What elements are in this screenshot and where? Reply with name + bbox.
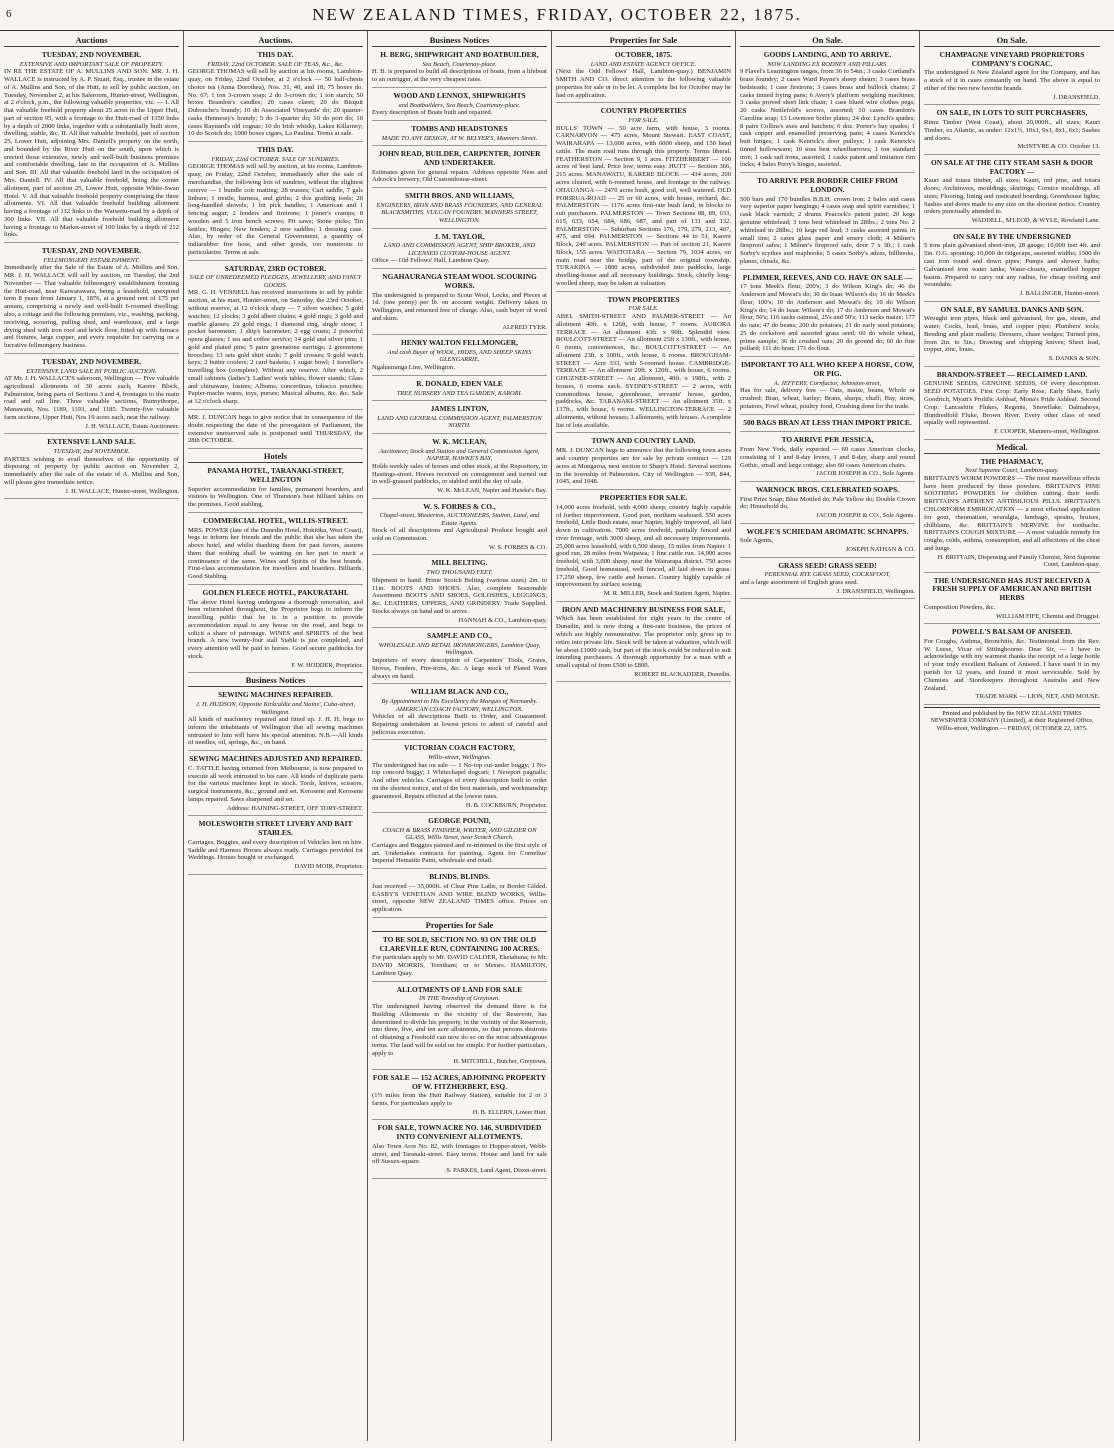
advertisement: [188, 263, 363, 410]
ad-heading: TOWN PROPERTIES: [607, 294, 680, 304]
ad-heading: SMITH BROS. AND WILLIAMS,: [405, 191, 514, 201]
ad-body: The undersigned is prepared to Scour Wool, Locks, and Pieces at 1d. (one penny) per lb. on account weight. Delivery taken in Wellington, and returned free of charge. Also, cash buyer of wool and skins.: [372, 291, 547, 322]
ad-subheading: LAND AND COMMISSION AGENT, SHIP BROKER, AND LICENSED CUSTOM-HOUSE AGENT.: [383, 242, 536, 257]
ad-heading: GOLDEN FLEECE HOTEL, PAKURATAHI.: [202, 587, 349, 597]
ad-heading: VICTORIAN COACH FACTORY,: [404, 743, 515, 753]
ad-body: Rimu Timber (West Coast), about 20,000ft., all sizes; Kauri Timber, ex Atlantic, as under: 12x1½, 10x1, 9x1, 8x1, 6x1; Sashes and doors.: [924, 119, 1100, 142]
ad-subheading: ENGINEERS, IRON AND BRASS FOUNDERS, AND GENERAL BLACKSMITHS. VULCAN FOUNDRY, MANNERS STREET, WELLINGTON.: [376, 201, 543, 224]
ad-signature: H. BRITTAIN, Dispensing and Family Chemist, Next Supreme Court, Lambton-quay.: [937, 553, 1100, 569]
ad-body: AT Mr. J. H. WALLACE'S saleroom, Wellington — Five valuable agricultural allotments of 30 acres each, Karere Block, Palmerston, being parts of Sections 3 and 4, frontages to the main road and rail line. Three valuable sections, Bunnythorpe, Manawatu, Nos. 1189, 1193, and 1185. Twenty-five valuable farm sections, Upper Hutt, Nos 19 acres each, near the railway.: [4, 375, 179, 421]
advertisement: [372, 378, 547, 401]
ad-body: MR. G. H. VENNELL has received instructions to sell by public auction, at his mart, Hunter-street, on Saturday, the 23rd October, without reserve, at 12 o'clock sharp — 7 silver watches; 5 gold watches; 12 clocks; 3 gold albert chains; 4 gold rings; 3 gold and marble glasses; 23 gold rings; 1 diamond ring, single stone; 1 pocket barometer; 1 ship's barometer; 2 egg cruets; 2 powerful opera glasses; 1 tea and coffee service; 14 gold and silver pins; 1 gold and plated pins; 5 pairs greenstone earrings; 2 greenstone brooches; 13 sets gold shirt studs; 7 gold crosses; 9 gold watch keys; 2 butter coolers; 2 card baskets; 1 sugar bowl; 1 traveller's travelling box (complete). Without any reserve. After which, 2 small cabinets (ladies'); Ladies' work tables, flower stands; Glass and chinaware, lustres; Albums, concertinas, tobacco pouches; Papier-mache wares, toys, purses; Musical albums, &c. &c. Sale at 12 o'clock sharp.: [188, 289, 363, 406]
ad-heading: TUESDAY, 2ND NOVEMBER.: [41, 246, 142, 256]
advertisement: [924, 49, 1100, 105]
column: [736, 31, 920, 1441]
advertisement: [740, 434, 915, 482]
ad-heading: PANAMA HOTEL, TARANAKI-STREET, WELLINGTON: [207, 466, 344, 484]
ad-heading: TOMBS AND HEADSTONES: [411, 123, 508, 133]
advertisement: [4, 245, 179, 354]
ad-subheading: WHOLESALE AND RETAIL IRONMONGERS, Lambton Quay, Wellington.: [378, 641, 541, 657]
advertisement: [740, 359, 915, 414]
column: [368, 31, 552, 1441]
ad-heading: ON SALE BY THE UNDERSIGNED: [953, 231, 1071, 241]
advertisement: [4, 49, 179, 243]
ad-subheading: A. JEFFERY, Cornfactor, Johnston-street,: [773, 379, 882, 387]
ad-heading: WOLFE'S SCHIEDAM AROMATIC SCHNAPPS.: [746, 526, 909, 536]
ad-subheading: EXTENSIVE AND IMPORTANT SALE OF PROPERTY.: [19, 60, 164, 68]
ad-subheading: LAND AND GENERAL COMMISSION AGENT, PALMERSTON NORTH.: [377, 414, 542, 430]
ad-heading: ON SALE AT THE CITY STEAM SASH & DOOR FACTORY —: [931, 157, 1093, 176]
column: [0, 31, 184, 1441]
ad-body: Holds weekly sales of horses and other stock, at the Repository, in Hastings-street. Horses received on consignment and turned out in well-grassed paddocks, or stabled until the day of sale.: [372, 462, 547, 486]
ad-signature: J. H. WALLACE, Hunter-street, Wellington.: [65, 487, 179, 495]
ad-heading: ON SALE, IN LOTS TO SUIT PURCHASERS,: [936, 108, 1088, 118]
ad-signature: S. DANKS & SON.: [1048, 355, 1100, 363]
section-heading: Business Notices: [372, 35, 547, 47]
ad-body: 5 tons plain galvanised sheet-iron, 28 gauge; 10,000 feet 4ft. and 5in. O.G. spouting; 10,000 do ridgecaps, assorted widths; 1500 do cast iron round and down pipes; Pumps and shower baths; Galvanised iron water tanks; Water-closets, enamelled hopper basins. Prepared to carry out any radius, for cheap roofing and verandahs.: [924, 242, 1100, 289]
ad-heading: MOLESWORTH STREET LIVERY AND BAIT STABLES.: [198, 819, 353, 838]
advertisement: [372, 271, 547, 335]
ad-heading: R. DONALD, EDEN VALE: [416, 378, 503, 388]
section-heading: Auctions.: [188, 35, 363, 47]
advertisement: [924, 369, 1100, 440]
ad-body: MRS. POWER (late of the Dunedin Hotel, Hokitika, West Coast), begs to inform her friends and the public that she has taken the above hotel, and whilst thanking them for past favors, assures them that nothing shall be wanting on her part to merit a continuance of the same. Wines and Spirits of the best brands. First-class accommodation for travellers and boarders. Billiards. Good Stabling.: [188, 526, 363, 581]
ad-signature: WILLIAM FIFE, Chemist and Druggist.: [995, 612, 1100, 620]
ad-body: (Next the Odd Fellows' Hall, Lambton-quay.) BENJAMIN SMITH AND CO. direct attention to the following valuable properties for sale or to be let. A complete list for October may be had on application.: [556, 68, 731, 99]
section-heading: On Sale.: [740, 35, 915, 47]
section-heading: On Sale.: [924, 35, 1100, 47]
ad-body: BRITTAIN'S WORM POWDERS — The most marvellous effects have been produced by these powders. BRITTAIN'S PINE SOOTHING POWDERS for children cutting their teeth. BRITTAIN'S APERIENT ANTIBILIOUS PILLS. BRITTAIN'S CHLORFORM EMBROCATION — a most effectual application for gout, rheumatism, neuralgia, lumbago, sprains, bruises, chilblains, &c. BRITTAIN'S NERVINE for toothache. BRITTAIN'S COUGH MIXTURE — A most valuable remedy for coughs, colds, asthma, consumption, and all affections of the chest and lungs.: [924, 474, 1100, 552]
ad-subheading: LAND AND ESTATE AGENCY OFFICE.: [590, 60, 697, 68]
ad-body: The above Hotel having undergone a thorough renovation, and been refurnished throughout, the Proprietor begs to inform the travelling public that he is in a position to provide accommodation equal to any house on the road, and begs to solicit a share of patronage. WINES and SPIRITS of the best brands. A new twenty-four stall Stable is just completed, and every attention will be paid to horses. Good secure paddocks for stock.: [188, 598, 363, 660]
ad-heading: SEWING MACHINES ADJUSTED AND REPAIRED.: [189, 754, 362, 764]
ad-signature: J. H. WALLACE, Estate Auctioneer.: [85, 422, 179, 430]
advertisement: [372, 403, 547, 434]
section-heading: Properties for Sale: [372, 920, 547, 932]
ad-body: Vehicles of all descriptions Built to Order, and Guaranteed. Repairing undertaken at lowest prices to admit of careful and judicious execution.: [372, 713, 547, 736]
advertisement: [740, 526, 915, 558]
advertisement: [372, 871, 547, 918]
advertisement: [556, 49, 731, 103]
ad-heading: BLINDS. BLINDS.: [429, 872, 490, 882]
advertisement: [556, 604, 731, 683]
advertisement: [924, 575, 1100, 625]
ad-signature: JACOB JOSEPH & CO., Sole Agents.: [816, 512, 915, 520]
advertisement: [924, 231, 1100, 302]
ad-signature: H. B. COCKBURN, Proprietor.: [465, 801, 547, 809]
ad-heading: H. BERG, SHIPWRIGHT AND BOATBUILDER,: [380, 50, 539, 60]
ad-body: Ngahauranga Line, Wellington.: [372, 364, 455, 372]
ad-body: Also Town Acre No. 82, with frontages to Hopper-street, Webb-street, and Taranaki-street. Easy terms. House and land for sale off Sussex-square.: [372, 1142, 547, 1166]
advertisement: [924, 157, 1100, 229]
ad-heading: THIS DAY.: [257, 50, 294, 60]
ad-heading: HENRY WALTON FELLMONGER,: [401, 338, 518, 348]
ad-subheading: FRIDAY, 22nd OCTOBER. SALE OF SUNDRIES.: [211, 155, 340, 163]
imprint-footer: Printed and published by the NEW ZEALAND TIMES NEWSPAPER COMPANY (Limited), at their Registered Office, Willis-street, Wellington — FRIDAY, OCTOBER 22, 1875.: [924, 707, 1100, 732]
ad-body: GEORGE THOMAS will sell by auction, at his rooms, Lambton-quay, on Friday, 22nd October, immediately after the sale of merchandise, the following lots of sundries, without the slightest reserve — 1 bundle coir matting; 28 trusses; Cart saddle, 7 gals linburs; 1 trestle, harness, and girths; 2 doz grafting tools; 20 long-handled shovels; 1 bit pick handles; 1 American and 1 fencing augur; 2 fenders and fireirons; 1 joiner's cramps; 8 wooden and 5 iron bench screws; Pit saws; Stone picks; Tin kettles; Hinges; New fenders; 2 new saddles; 1 dressing case. Also, by order of the General Government, a quantity of indiarubber fire hose, and other goods, too numerous to particularize. Terms at sale.: [188, 163, 363, 256]
ad-signature: S. PARKES, Land Agent, Dixon-street.: [446, 1167, 547, 1175]
advertisement: [372, 630, 547, 684]
ad-signature: JACOB JOSEPH & CO., Sole Agents.: [816, 470, 915, 478]
ad-body: Kauri and totara timber, all sizes; Kauri, red pine, and totara doors; Architraves, mouldings, skirtings; Cornice mouldings, all sizes; Flooring, lining and rusticated boarding; Greenhouse lights; Sashes and doors made to any size on the shortest notice. Country orders punctually attended to.: [924, 177, 1100, 216]
ad-signature: F. W. HODDER, Proprietor.: [291, 661, 363, 669]
advertisement: [740, 49, 915, 173]
ad-body: Importers of every description of Carpenters' Tools, Grates, Stoves, Fenders, Fire-irons, &c. A large stock of Plated Ware always on hand.: [372, 656, 547, 680]
advertisement: [924, 456, 1100, 573]
ad-heading: PLIMMER, REEVES, AND CO. HAVE ON SALE —: [742, 272, 913, 282]
ad-heading: THIS DAY.: [257, 145, 294, 155]
ad-body: 14,000 acres freehold, with 4,000 sheep; country highly capable of further improvement. Good port, northern seaboard. 550 acres freehold, Little Bush estate, near Napier, highly improved, all laid down in cultivation. 7000 acres freehold, partially fenced and river frontage, with 3000 sheep, and all necessary improvements. 25,000 acres leasehold, with 6,500 sheep, 15 miles from Napier. 1 good run, 28 miles from Waipawa; 1 fine cattle run. 14,000 acres freehold, with 3,000 sheep, near the Wairarapa district. 750 acres freehold, Good homestead, well fenced, all laid down in grass. 17,250 sheep, few cattle and horses. Country highly capable of improvement by surface sowing.: [556, 503, 731, 589]
advertisement: [372, 934, 547, 982]
ad-body: The undersigned is New Zealand agent for the Company, and has a stock of it in cases constantly on hand. The above is equal to either of the two new favorite brands.: [924, 69, 1100, 93]
ad-body: MR. J. DUNCAN begs to give notice that in consequence of the doubt respecting the date of the prorogation of Parliament, the extensive unreserved sale is postponed until THURSDAY, the 28th OCTOBER.: [188, 413, 363, 445]
page-number: 6: [6, 8, 12, 20]
ad-body: BULLS' TOWN — 50 acre farm, with house, 3 rooms. CARNARVON — 475 acres, Mount Stewart. EAST COAST, WAIRARAPA — 13,000 acres, with 6000 sheep, and 150 head cattle. The main road runs through this property. Terms liberal. FEATHERSTON — Section 9, 1 acre. FITZHERBERT — 100 acres of best land. Price low; terms easy. HUTT — Section 366, 215 acres. MANAWATU, KARERE BLOCK — 434 acres, 200 acres cleared, with 6-roomed house, and frontage to the railway. OHAUANGA — 2470 acres bush, good soil, well watered. OLD PORIRUA-ROAD — 25 or 60 acres, with house, orchard, &c. PALMERSTON — 1176 acres first-rate bush land, in blocks to suit purchasers. PALMERSTON — Town Sections 88, 89, 633, 615, 633, 654, 684, 686, 687, and part of 131 and 132. PALMERSTON — Suburban Sections 176, 179, 279, 213, 407, 475, and 694. PALMERSTON — Sections 44 to 51, Karere Block, 240 acres. PALMERSTON — Part of section 21, Karere Block, 155 acres. WAITOTARA — Section 79, 1034 acres, on main road near the bridge, part of the original township. TURAKINA — 1800 acres, subdivided into paddocks, large dwelling-house and all necessary buildings. Stock, chiefly long-woolled sheep, may be taken at valuation.: [556, 124, 731, 287]
advertisement: [188, 465, 363, 513]
ad-body: Shipment to hand. Prime Scotch Belting (various sizes) 2in. to 11in. BOOTS AND SHOES. Also, complete Seasonable Assortment BOOTS AND SHOES, GOLOSHES, LEGGINGS, &c. LEATHERS, UPPERS, AND GRINDERY. Trade Supplied. Stocks always on hand and to arrive.: [372, 576, 547, 615]
advertisement: [372, 190, 547, 228]
ad-heading: SAMPLE AND CO.,: [427, 631, 492, 641]
ad-subheading: MADE TO ANY DESIGN, AT W. BELYER'S, Manners Street.: [381, 134, 538, 142]
ad-subheading: FOR SALE.: [628, 305, 659, 313]
ad-body: GENUINE SEEDS, GENUINE SEEDS, Of every description. SEED POTATOES. First Crop: Early Rose, Early Shaw, Early Goodrich, Myatt's Prolific Ashleaf, Mona's Pride Ashleaf. Second Crop: Lancashire Flukes, Regents, Snowflake. Dalmahoys, Hundredfold Fluke, Brown River. Every other class of seed equally well represented.: [924, 380, 1100, 427]
ad-heading: IRON AND MACHINERY BUSINESS FOR SALE,: [561, 604, 726, 614]
advertisement: [372, 231, 547, 270]
ad-signature: J. BALLINGER, Hunter-street.: [1019, 290, 1100, 298]
ad-heading: J. M. TAYLOR,: [434, 231, 485, 241]
ad-subheading: FRIDAY, 22nd OCTOBER. SALE OF TEAS, &c., &c.: [207, 60, 344, 68]
advertisement: [372, 49, 547, 88]
ad-body: 500 bars and 170 bundles B.B.H. crown iron; 2 bales and cases very superior paper hangings; 4 cases soap and spirit varnishes; 1 cask black varnish; 2 drums Peacock's patent paint; 20 kegs genuine whitelead; 3 tons best whitelead in 28lbs.; 2 tons No. 2 whitelead in 28lbs.; 10 kegs red lead; 3 casks assorted paints in small tins; 2 cases glass paper and emery cloth; 4 Milner's fireproof safes; 1 Milner's fireproof safe, door 7 x 3ft.; 1 cask Sorby's scythes and reaphooks; 5 cases Sorby's adzes, billhooks, planes, chisels, &c.: [740, 195, 915, 265]
ad-heading: ON SALE, BY SAMUEL DANKS AND SON.: [940, 304, 1084, 314]
ad-signature: Address: HAINING-STREET, OFF TORY-STREET.: [226, 804, 363, 812]
ad-body: (1½ miles from the Hutt Railway Station), suitable for 2 or 3 farms. For particulars apply to: [372, 1092, 547, 1108]
ad-heading: NGAHAURANGA STEAM WOOL SCOURING WORKS.: [382, 272, 537, 290]
ad-heading: TO BE SOLD, SECTION NO. 93 ON THE OLD CLAREVILLE RUN, CONTAINING 100 ACRES.: [379, 934, 540, 953]
ad-subheading: NOW LANDING EX RODNEY AND PILLARS.: [767, 60, 888, 68]
ad-body: Has for sale, delivery free — Oats, maize, beans, Whole or crushed; Bran, wheat, barley; Brans, sharps, chaff; Hay, straw, potatoes, Fowl wheat, poultry food, Crushing done for the trade.: [740, 387, 915, 410]
column: [552, 31, 736, 1441]
ad-heading: FOR SALE — 152 ACRES, ADJOINING PROPERTY OF W. FITZHERBERT, ESQ.: [372, 1072, 547, 1091]
ad-signature: H. MITCHELL, Butcher, Greytown.: [453, 1058, 547, 1066]
ad-body: IN RE THE ESTATE OF A. MULLINS AND SON. MR. J. H. WALLACE is instructed by A. P. Stuart, Esq., trustee in the estate of A. Mullins and Son, of the Hutt, to sell by public auction, on Tuesday, November 2, at his Saleroom, Hunter-street, Wellington, at 2 o'clock, p.m., the following valuable properties, viz. — I. All that valuable freehold property about 25 acres in the Upper Hutt, part of section 95, with a frontage to the Hutt-road of 1350 links by a depth of 2000 links, together with a substantially built store, dwelling, stable, &c. II. All that valuable freehold, part of section 25, Lower Hutt, adjoining Mrs. Daniell's property on the north, and bounded by the River Hutt on the south, upon which is erected those extensive, newly and well-built business premises and comfortable dwelling, late in the occupation of A. Mullins and Son. III. All that valuable freehold land in the occupation of Mrs. Daniell. IV. All that valuable freehold, being the corner allotment, part of section 25, Lower Hutt, opposite White-Swan Hotel. V. All that valuable freehold property comprising the three allotments. VI. All that valuable freehold building allotment having a frontage of 112 links to the Waiwetu-road by a depth of 300 links. VII. All that valuable freehold building allotment having a frontage to Market-street of 100 links by a depth of 212 links.: [4, 68, 179, 239]
advertisement: [372, 1122, 547, 1178]
ad-body: PARTIES wishing to avail themselves of the opportunity of disposing of property by public auction on November 2, immediately after the sale of the estate of A. Mullins and Son, will please give immediate notice.: [4, 455, 179, 486]
ad-heading: COUNTRY PROPERTIES: [600, 106, 687, 116]
ad-heading: W. K. MCLEAN,: [432, 436, 487, 446]
ad-body: H. B. is prepared to build all descriptions of boats, from a lifeboat to an outrigger, at the very cheapest rates.: [372, 68, 547, 84]
ad-heading: GRASS SEED! GRASS SEED!: [778, 560, 877, 570]
ad-body: C. TATTLE having returned from Melbourne, is now prepared to execute all work entrusted to his care. All kinds of duplicate parts for the various machines kept in stock. Tools, knives, scissors, surgical instruments, &c., ground and set. Kerosene and Kerosene lamps repaired. Saws sharpened and set.: [188, 764, 363, 804]
ad-subheading: IN THE Township of Greytown.: [419, 995, 500, 1003]
advertisement: [188, 689, 363, 751]
ad-body: GEORGE THOMAS will sell by auction at his rooms, Lambton-quay, on Friday, 22nd October, at 2 o'clock — 50 half-chests choice tea (Anna Dorothea), Nos. 31, 40, and 18; 75 boxes do. No. 67; 1 ton 3-crown soap; 2 do 3-crown do; 1 ton starch; 50 boxes Brandon's candles; 20 cases claret; 20 do Bisquit Dubouche's brandy; 10 do Associated Vineyards' do; 20 quarter-casks Hennessy's brandy; 5 do 3-quarter do; 10 do port do; 10 cases Raynard's old cognac; 10 do Irish whisky, Lakes Killarney; 10 do Scotch do; 1000 boxes cigars, La Paulina. Terms at sale.: [188, 68, 363, 138]
ad-body: Which has been established for eight years in the centre of Dunedin, and is now doing a first-rate business, the prices of which are highly remunerative. The proprietor only gives up to retire into private life. Stock will be taken at valuation, which will be about £1000 cash, but part of the stock could be reduced to suit intending purchasers. A thorough opportunity for a man with a small capital of from £500 to £800.: [556, 615, 731, 670]
ad-subheading: TWO THOUSAND FEET.: [426, 569, 493, 577]
ad-heading: EXTENSIVE LAND SALE.: [47, 437, 136, 447]
ad-body: Stock of all descriptions and Agricultural Produce bought and sold on Commission.: [372, 527, 547, 543]
advertisement: [372, 436, 547, 499]
ad-heading: WOOD AND LENNOX, SHIPWRIGHTS: [393, 90, 526, 100]
ad-subheading: J. H. HUDSON, Opposite Kirkcaldie and Stains', Cuba-street, Wellington.: [195, 701, 356, 716]
ad-signature: J. DRANSFIELD.: [1052, 93, 1100, 101]
ad-heading: MILL BELTING.: [431, 558, 488, 568]
ad-heading: SATURDAY, 23RD OCTOBER.: [224, 263, 327, 273]
ad-heading: SEWING MACHINES REPAIRED.: [218, 690, 333, 700]
ad-body: Composition Powders, &c.: [924, 603, 996, 611]
advertisement: [4, 436, 179, 499]
advertisement: [556, 435, 731, 490]
ad-subheading: FOR SALE.: [628, 117, 659, 125]
advertisement: [372, 90, 547, 121]
ad-subheading: Sea Beach, Courtenay-place.: [422, 60, 497, 68]
ad-body: Carriages, Buggies, and every description of Vehicles lent on hire. Saddle and Harness Horses always ready. Carriages provided for Weddings. Horses bought or exchanged.: [188, 838, 363, 862]
section-heading: Medical.: [924, 442, 1100, 454]
advertisement: [372, 148, 547, 188]
advertisement: [740, 272, 915, 358]
ad-body: Superior accommodation for families, permanent boarders, and visitors to Wellington. One of Thurston's best billiard tables on the premises. Good stabling.: [188, 485, 363, 509]
advertisement: [188, 144, 363, 260]
ad-body: 9 Flavel's Leamington ranges, from 36 to 54in.; 3 casks Cortland's brass foundry; 2 cases Ward Payne's sheep shears; 3 cases brass bedsteads; 1 case fireirons; 3 cases brass and bullock chains; 2 casks tinned frying pans; 6 Avery's platform weighing machines; 3 casks proved short link chain; 1 case blued wire clothes pegs; 20 casks Nettlefold's screws, assorted; 10 cases Brandon's Caroline soap; 13 Lowmoor boiler plates; 24 doz. Lynch's spades; 8 pairs Collins's axes and hatchets; 6 doz. Porter's bay spades; 1 cask copper and enamelled preserving pans; 4 cases Kenrick's butt hinges; 1 cask Kenrick's door pulleys; 1 cask Kenrick's tinned hollowware; 10 tons best wheelbarrows; 1 ton standard iron; 1 cask sad irons, assorted; 1 casks patent and imitation rim locks; 4 bales Perry's hinges, assorted.: [740, 68, 915, 169]
ad-subheading: And cash Buyer of WOOL, HIDES, AND SHEEP SKINS GLENGARRIE.: [387, 348, 532, 364]
ad-body: MR. J. DUNCAN begs to announce that the following town acres and country properties are for sale by private contract — 129 acres at Mungaroa, next section to Sharp's Hotel. Several sections in the township of Palmerston. City of Wellington — 939, 844, 1045, and 1048.: [556, 447, 731, 486]
ad-heading: GEORGE POUND,: [428, 816, 491, 826]
ad-body: Immediately after the Sale of the Estate of A. Mullins and Son. MR. J. H. WALLACE will sell by auction, on Tuesday, the 2nd November — That valuable fellmongery establishment fronting the Hutt-road, near Kaiwarawara, being a leasehold, unexpired term 8 years from January 1, 1876, at a ground rent of £75 per annum, comprising a newly and well-built 6-roomed dwelling; also, a cottage and the following premises, viz., washing, packing, receiving, scouring, pulling shed, and warehouse, and a large drying shed with iron roof and brick floor, fitted up with furnace and fixtures, large copper, and every requisite for carrying on a lucrative fellmongery business.: [4, 264, 179, 350]
ad-subheading: By Appointment to His Excellency the Marquis of Normanby. AMERICAN COACH FACTORY, WELLINGTON.: [381, 698, 538, 713]
ad-heading: TO ARRIVE PER JESSICA,: [781, 435, 874, 445]
advertisement: [372, 742, 547, 813]
ad-signature: ROBERT BLACKADDER, Dunedin.: [634, 670, 731, 678]
ad-body: and a large assortment of English grass seed.: [740, 579, 859, 586]
ad-heading: TUESDAY, 2ND NOVEMBER.: [41, 356, 142, 366]
ad-heading: PROPERTIES FOR SALE.: [599, 493, 688, 503]
ad-body: The undersigned having observed the demand there is for Building Allotments in the vicinity of the Reservoir, has determined to divide his property, in the vicinity of the Reservoir, into three, five, and ten acre allotments, so that persons desirous of obtaining a Freehold can now do so on the most advantageous terms. The land will be sold on fee simple. For further particulars, apply to: [372, 1003, 547, 1057]
ad-signature: M. R. MILLER, Stock and Station Agent, Napier.: [603, 590, 731, 598]
ad-signature: WADDELL, M'LEOD, & WYLE, Rowland Lane.: [971, 217, 1100, 225]
advertisement: [188, 412, 363, 449]
ad-body: The undersigned has on sale — 1 No-top cut-under buggy; 1 No-top concord buggy; 1 Whitechapel dogcart; 1 Newport pagnalls; And other vehicles. Carriages of every description built to order on the shortest notice, and of the best materials, and workmanship guaranteed. Repairs effected at the lowest rates.: [372, 761, 547, 800]
advertisement: [372, 123, 547, 146]
ad-heading: THE PHARMACY,: [980, 456, 1044, 466]
ad-heading: JOHN READ, BUILDER, CARPENTER, JOINER AND UNDERTAKER.: [378, 149, 541, 167]
ad-body: For particulars apply to Mr. DAVID CALDER, Eketahuna; to Mr. DAVID MORRIS, Trentham; or to Messrs. HAMILTON, Lambton Quay.: [372, 954, 547, 977]
advertisement: [740, 417, 915, 433]
ad-subheading: SALE OF UNREDEEMED PLEDGES, JEWELLERY, AND FANCY GOODS.: [189, 274, 362, 289]
ad-subheading: Willis-street, Wellington.: [428, 754, 491, 762]
ad-signature: W. S. FORBES & CO.: [488, 543, 547, 551]
ad-subheading: COACH & BRASS FINISHER, WRITER, AND GILDER ON GLASS, Willis Street, near Scotch Church.: [382, 826, 537, 842]
ad-heading: TOWN AND COUNTRY LAND.: [591, 436, 696, 446]
ad-body: 17 tons Meek's flour, 200's; 3 do Wilson King's do; 46 do Anderson and Mowat's do; 30 do Isaac Wilson's do; 16 do Meek's flour, 100's; 10 do Anderson and Mowat's do; 10 do Wilson King's do; 14 do Isaac Wilson's do; 17 do Anderson and Mowat's flour, 50's; 116 sacks oatmeal, 25's and 50's; 113 sacks maize; 177 do oats; 47 do beans; 200 do potatoes; 21 do early seed potatoes; 25 do cocksfoot and assorted grass seed; 60 do whole wheat, prime sample; 36 do crushed oats; 20 do ground do; 60 do fine pollard; 111 do bran; 171 do flour.: [740, 283, 915, 353]
advertisement: [372, 984, 547, 1070]
section-heading: Hotels: [188, 451, 363, 463]
advertisement: [372, 501, 547, 556]
ad-signature: McINTYRE & CO. October 13.: [1017, 143, 1100, 151]
advertisement: [372, 686, 547, 740]
ad-body: First Prize Soap; Blue Mottled do; Pale Yellow do; Double Crown do; Household do.: [740, 495, 915, 511]
ad-subheading: TUESDAY, 2nd NOVEMBER.: [53, 448, 130, 455]
ad-heading: IMPORTANT TO ALL WHO KEEP A HORSE, COW, OR PIG.: [740, 360, 915, 378]
advertisement: [740, 175, 915, 269]
ad-body: Every description of Boats built and repaired.: [372, 109, 493, 117]
ad-heading: TUESDAY, 2ND NOVEMBER.: [41, 50, 142, 60]
ad-heading: CHAMPAGNE VINEYARD PROPRIETORS COMPANY'S COGNAC.: [939, 50, 1085, 68]
ad-signature: J. DRANSFIELD, Wellington.: [836, 587, 915, 595]
advertisement: [556, 294, 731, 434]
ad-heading: TO ARRIVE PER BORDER CHIEF FROM LONDON.: [757, 176, 898, 194]
advertisement: [372, 557, 547, 628]
column: [920, 31, 1104, 1441]
advertisement: [372, 815, 547, 869]
ad-heading: OCTOBER, 1875.: [614, 50, 673, 60]
advertisement: [924, 304, 1100, 367]
ad-body: Sole Agents,: [740, 537, 774, 545]
ad-body: Just received — 35,000ft. of Clear Pine Laths, or Border Gilded. EASBY'S VENETIAN AND WIRE BLIND WORKS, Willis-street, opposite NEW ZEALAND TIMES office. Prices on application.: [372, 882, 547, 914]
ad-signature: H. B. ELLERN, Lower Hutt.: [472, 1108, 547, 1116]
advertisement: [188, 587, 363, 673]
ad-heading: WILLIAM BLACK AND CO.,: [410, 687, 509, 697]
masthead: [0, 0, 1114, 31]
ad-body: Carriages and Buggies painted and re-trimmed in the first style of art. Undertakes contracts for painting. Agent for Cornelius' Imperial Hematite Paint, wholesale and retail.: [372, 841, 547, 865]
ad-body: Office — Old Fellows' Hall, Lambton Quay.: [372, 257, 490, 265]
advertisement: [188, 818, 363, 874]
advertisement: [556, 492, 731, 602]
ad-heading: 500 BAGS BRAN AT LESS THAN IMPORT PRICE.: [743, 417, 912, 427]
ad-subheading: FELLMONGERY ESTABLISHMENT.: [43, 256, 140, 264]
ad-subheading: PERENNIAL RYE GRASS SEED, COCKSFOOT,: [764, 571, 891, 579]
ad-heading: BRANDON-STREET — RECLAIMED LAND.: [936, 369, 1088, 379]
ad-body: From New York, daily expected — 60 cases American clocks, consisting of 1 and 8-day levers, 1 and 8-day, sharp and round Gothic, small and large cottage; also 60 cases American chairs.: [740, 446, 915, 469]
ad-heading: THE UNDERSIGNED HAS JUST RECEIVED A FRESH SUPPLY OF AMERICAN AND BRITISH HERBS: [932, 575, 1092, 603]
ad-subheading: Next Supreme Court, Lambton-quay.: [965, 467, 1059, 475]
ad-heading: FOR SALE, TOWN ACRE NO. 146, SUBDIVIDED INTO CONVENIENT ALLOTMENTS.: [377, 1123, 542, 1142]
ad-subheading: Auctioneer, Stock and Station and General Commission Agent, NAPIER, HAWKE'S BAY,: [379, 447, 540, 463]
ad-body: ABEL SMITH-STREET AND PALMER-STREET — An allotment 40ft. x 126ft, with house, 7 rooms. AURORA TERRACE — An allotment 43ft. x 90ft. Splendid view. BOULCOTT-STREET — An allotment 25ft x 130ft., with house, 6 rooms, conveniences, &c. BOULCOTT-STREET — An allotment 23ft. x 100ft., with house, 6 rooms. BROUGHAM-STREET — Acre 333, with 5-roomed house. CAMBRIDGE-TERRACE — An allotment 29ft. x 120ft., with house, 6 rooms. GHUZNEE-STREET — An allotment, 40ft. x 198ft., with 2 houses, 6 rooms each. SYDNEY-STREET — 2 acres, with commodious house, greenhouse, servants' house, garden, paddocks, &c. TARANAKI-STREET — An allotment 35ft. x 137ft., with house, 6 rooms. WELLINGTON-TERRACE — 2 allotments, without houses; 3 allotments, with houses. A complete list of lots available.: [556, 313, 731, 429]
section-heading: Auctions: [4, 35, 179, 47]
ad-heading: W. S. FORBES & CO.,: [423, 501, 496, 511]
column: [184, 31, 368, 1441]
advertisement: [924, 626, 1100, 705]
ad-signature: TRADE MARK — LION, NET, AND MOUSE.: [975, 693, 1100, 701]
advertisement: [556, 105, 731, 291]
ad-signature: W. K. McLEAN, Napier and Hawke's Bay.: [437, 487, 547, 495]
advertisement: [188, 49, 363, 142]
ad-subheading: TREE NURSERY AND TEA GARDEN, KARORI.: [396, 389, 523, 397]
advertisement: [372, 337, 547, 376]
section-heading: Business Notices: [188, 675, 363, 687]
ad-signature: DAVID MOIR, Proprietor.: [294, 863, 363, 871]
ad-signature: HANNAH & CO., Lambton-quay.: [458, 616, 547, 624]
advertisement: [188, 753, 363, 816]
ad-subheading: and Boatbuilders, Sea Beach, Courtenay-place.: [398, 101, 521, 109]
ad-subheading: EXTENSIVE LAND SALE BY PUBLIC AUCTION.: [26, 367, 157, 375]
section-heading: Properties for Sale: [556, 35, 731, 47]
advertisement: [4, 356, 179, 434]
ad-signature: F. COOPER, Manners-street, Wellington.: [994, 428, 1100, 436]
ad-body: Estimates given for general repairs. Address opposite Ness and Adcock's brewery, Old Customhouse-street.: [372, 168, 547, 184]
ad-heading: ALLOTMENTS OF LAND FOR SALE: [396, 984, 523, 994]
ad-signature: JOSEPH NATHAN & CO.: [845, 546, 915, 554]
ad-heading: POWELL'S BALSAM OF ANISEED.: [951, 627, 1073, 637]
advertisement: [924, 107, 1100, 155]
advertisement: [188, 515, 363, 585]
ad-body: All kinds of machinery repaired and fitted up. J. H. H. begs to inform the inhabitants of Wellington that all sewing machines entrusted to him will have his special attention. N.B.—All kinds of needles, oil, springs, &c., on hand.: [188, 716, 363, 747]
ad-heading: WARNOCK BROS. CELEBRATED SOAPS.: [756, 484, 899, 494]
ad-body: For Coughs, Asthma, Bronchitis, &c. Testimonial from the Rev. W. Leese, Vicar of Sittingbourne. Dear Sir, — I have to acknowledge with my warmest thanks the receipt of a large bottle of your truly excellent Balsam of Aniseed. I have used it in my parish for 12 years, and found it most serviceable. Sold by Chemists and Storekeepers throughout Australia and New Zealand.: [924, 637, 1100, 692]
ad-heading: GOODS LANDING, AND TO ARRIVE.: [763, 50, 892, 60]
newspaper-columns: [0, 31, 1114, 1441]
ad-heading: COMMERCIAL HOTEL, WILLIS-STREET.: [202, 515, 349, 525]
ad-heading: JAMES LINTON,: [430, 404, 489, 414]
ad-body: Wrought iron pipes, black and galvanised, for gas, steam, and water; Cocks, lead, brass, and copper pipe; Plumbers' tools; Bending and plain mallets; Dressers, chase wedges; Turned pins, from 2in. to 5in.; Drawing and chipping knives; Sheet lead, copper, zinc, brass.: [924, 315, 1100, 354]
advertisement: [372, 1072, 547, 1121]
ad-subheading: Chapel-street, Masterton, AUCTIONEERS, Station, Land, and Estate Agents.: [379, 512, 540, 527]
advertisement: [740, 560, 915, 600]
advertisement: [740, 484, 915, 524]
masthead-title: NEW ZEALAND TIMES, FRIDAY, OCTOBER 22, 1875.: [312, 5, 802, 24]
ad-signature: ALFRED TYER.: [502, 323, 547, 331]
